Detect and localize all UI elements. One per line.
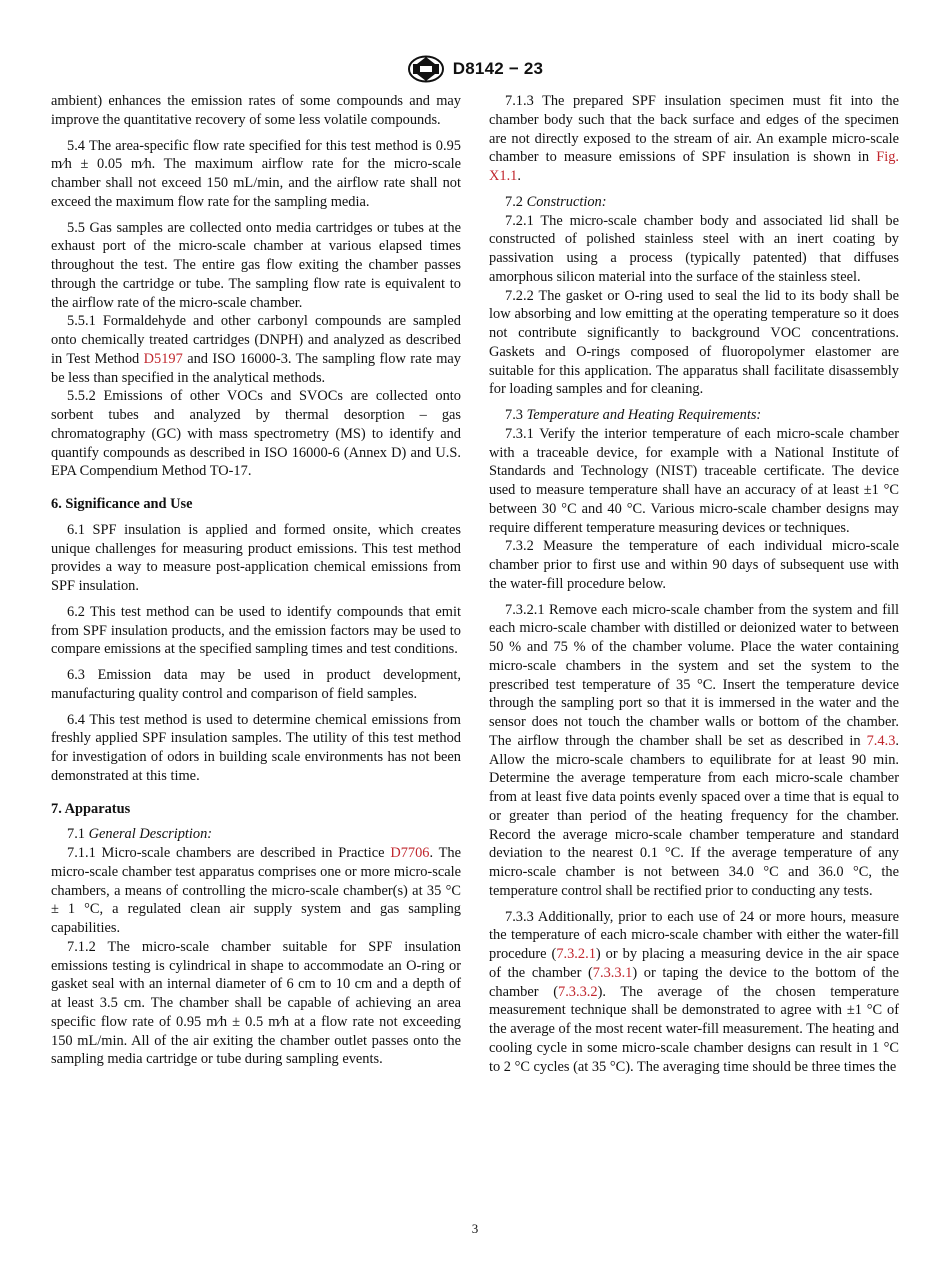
- link-fig-x1-1[interactable]: Fig. X1.1: [489, 149, 899, 184]
- document-id: D8142 − 23: [452, 59, 544, 78]
- paragraph-6-2: 6.2 This test method can be used to identify compounds that emit from SPF insulation products, and the emission factors may be used to compare emissions at the specified sampling times and test conditions.: [51, 603, 461, 658]
- paragraph-5-5: 5.5 Gas samples are collected onto media cartridges or tubes at the exhaust port of the micro-scale chamber at various elapsed times throughout the test. The entire gas flow exiting the chamber passes through the cartridge or tube. The sampling flow rate is equivalent to the airflow rate of the micro-scale chamber.: [51, 219, 461, 311]
- paragraph-6-3: 6.3 Emission data may be used in product development, manufacturing quality control and comparison of field samples.: [51, 667, 461, 702]
- paragraph-7-3-2-1: 7.3.2.1 Remove each micro-scale chamber from the system and fill each micro-scale chamber with distilled or deionized water to between 50 % and 75 % of the chamber volume. Place the water containing micro-scale chambers in the system and set the system to the prescribed test temperature of 35 °C. Insert the temperature device through the sampling port so that it is immersed in the water and the sensor does not touch the chamber walls or bottom of the chamber. The airflow through the chamber shall be set as described in 7.4.3. Allow the micro-scale chambers to equilibrate for at least 90 min. Determine the average temperature from each micro-scale chamber from at least five data points evenly spaced over a time that is equal to or greater than period of the heating frequency for the chamber. Record the average micro-scale chamber temperature and standard deviation to the nearest 0.1 °C. If the average temperature of any micro-scale chamber is not between 34.0 °C and 36.0 °C, the temperature control shall be rectified prior to conducting any tests.: [489, 601, 899, 899]
- paragraph-7-3-1: 7.3.1 Verify the interior temperature of each micro-scale chamber with a traceable device, for example with a National Institute of Standards and Technology (NIST) traceable certificate. The device used to measure temperature shall have an accuracy of at least ±1 °C between 30 °C and 40 °C. Various micro-scale chamber designs may require different temperature measuring devices or techniques.: [489, 425, 899, 536]
- link-d5197[interactable]: D5197: [143, 350, 183, 367]
- paragraph-7-2: 7.2 Construction:: [505, 193, 607, 210]
- paragraph-continued: ambient) enhances the emission rates of some compounds and may improve the quantitative recovery of some less volatile compounds.: [51, 93, 461, 128]
- paragraph-6-1: 6.1 SPF insulation is applied and formed onsite, which creates unique challenges for measuring product emissions. This test method provides a way to measure post-application chemical emissions from SPF insulation.: [51, 521, 461, 594]
- astm-logo-icon: [407, 55, 445, 83]
- link-7-3-3-1[interactable]: 7.3.3.1: [592, 964, 633, 981]
- link-7-3-2-1[interactable]: 7.3.2.1: [556, 946, 596, 962]
- link-7-4-3[interactable]: 7.4.3: [866, 732, 896, 749]
- left-column: [51, 92, 461, 1076]
- paragraph-5-5-1: 5.5.1 Formaldehyde and other carbonyl compounds are sampled onto chemically treated cartridges (DNPH) and analyzed as described in Test Method D5197 and ISO 16000-3. The sampling flow rate may be less than specified in the analytical methods.: [51, 313, 462, 386]
- paragraph-5-5-2: 5.5.2 Emissions of other VOCs and SVOCs are collected onto sorbent tubes and analyzed by thermal desorption – gas chromatography (GC) with mass spectrometry (MS) to identify and quantify compounds as described in ISO 16000-6 (Annex D) and U.S. EPA Compendium Method TO-17.: [51, 388, 461, 480]
- paragraph-7-1-1: 7.1.1 Micro-scale chambers are described in Practice D7706. The micro-scale chamber test apparatus comprises one or more micro-scale chambers, a means of controlling the micro-scale chamber(s) at 35 °C ± 1 °C, a regulated clean air supply system and gas sampling capabilities.: [51, 845, 461, 936]
- paragraph-7-3-3: 7.3.3 Additionally, prior to each use of 24 or more hours, measure the temperature of each micro-scale chamber with either the water-fill procedure (7.3.2.1) or by placing a measuring device in the air space of the chamber (7.3.3.1) or taping the device to the bottom of the chamber (7.3.3.2). The average of the chosen temperature measurement technique shall be demonstrated to agree with ±1 °C of the average of the most recent water-fill measurement. The heating and cooling cycle in some micro-scale chamber designs can result in 1 °C to 2 °C cycles (at 35 °C). The averaging time should be three times the: [489, 908, 900, 1075]
- paragraph-6-4: 6.4 This test method is used to determine chemical emissions from freshly applied SPF insulation samples. The utility of this test method for investigation of odors in building scale environments has not been demonstrated at this time.: [51, 711, 461, 784]
- link-d7706[interactable]: D7706: [390, 845, 430, 861]
- page-number: 3: [471, 1221, 479, 1236]
- right-column: [489, 92, 899, 1083]
- paragraph-7-1-3: 7.1.3 The prepared SPF insulation specimen must fit into the chamber body such that the back surface and edges of the specimen are not directly exposed to the stream of air. An example micro-scale chamber to measure emissions of SPF insulation is shown in Fig. X1.1.: [489, 93, 899, 184]
- section-heading-6: 6. Significance and Use: [51, 496, 193, 512]
- paragraph-7-1-2: 7.1.2 The micro-scale chamber suitable for SPF insulation emissions testing is cylindrical in shape to accommodate an O-ring or gasket seal with an internal diameter of 6 cm to 10 cm and a depth of at least 3.5 cm. The chamber shall be capable of achieving an area specific flow rate of 0.95 m⁄h ± 0.5 m⁄h at a flow rate not exceeding 150 mL/min. All of the air exiting the chamber outlet passes onto the sampling media cartridge or tube during sampling events.: [51, 938, 461, 1068]
- paragraph-7-3-2: 7.3.2 Measure the temperature of each individual micro-scale chamber prior to first use and within 90 days of subsequent use with the water-fill procedure below.: [489, 538, 899, 592]
- section-heading-7: 7. Apparatus: [51, 800, 131, 817]
- link-7-3-3-2[interactable]: 7.3.3.2: [558, 983, 598, 1000]
- paragraph-7-3: 7.3 Temperature and Heating Requirements:: [505, 407, 762, 423]
- paragraph-5-4: 5.4 The area-specific flow rate specified for this test method is 0.95 m⁄h ± 0.05 m⁄h. The maximum airflow rate for the micro-scale chamber shall not exceed 150 mL/min, and the airflow rate shall not exceed the maximum flow rate for the sampling media.: [51, 137, 461, 210]
- paragraph-7-2-1: 7.2.1 The micro-scale chamber body and associated lid shall be constructed of polished stainless steel with an inert coating by passivation using a process (typically patented) that diffuses amorphous silicon material into the surface of the stainless steel.: [489, 212, 899, 285]
- paragraph-7-1: 7.1 General Description:: [67, 826, 213, 843]
- page-header: [0, 54, 950, 84]
- paragraph-7-2-2: 7.2.2 The gasket or O-ring used to seal the lid to its body shall be low absorbing and low emitting at the operating temperature so it does not contribute significantly to background VOC concentrations. Gaskets and O-rings composed of fluoropolymer elastomer are suitable for this application. The apparatus shall facilitate disassembly for loading samples and for cleaning.: [489, 287, 899, 398]
